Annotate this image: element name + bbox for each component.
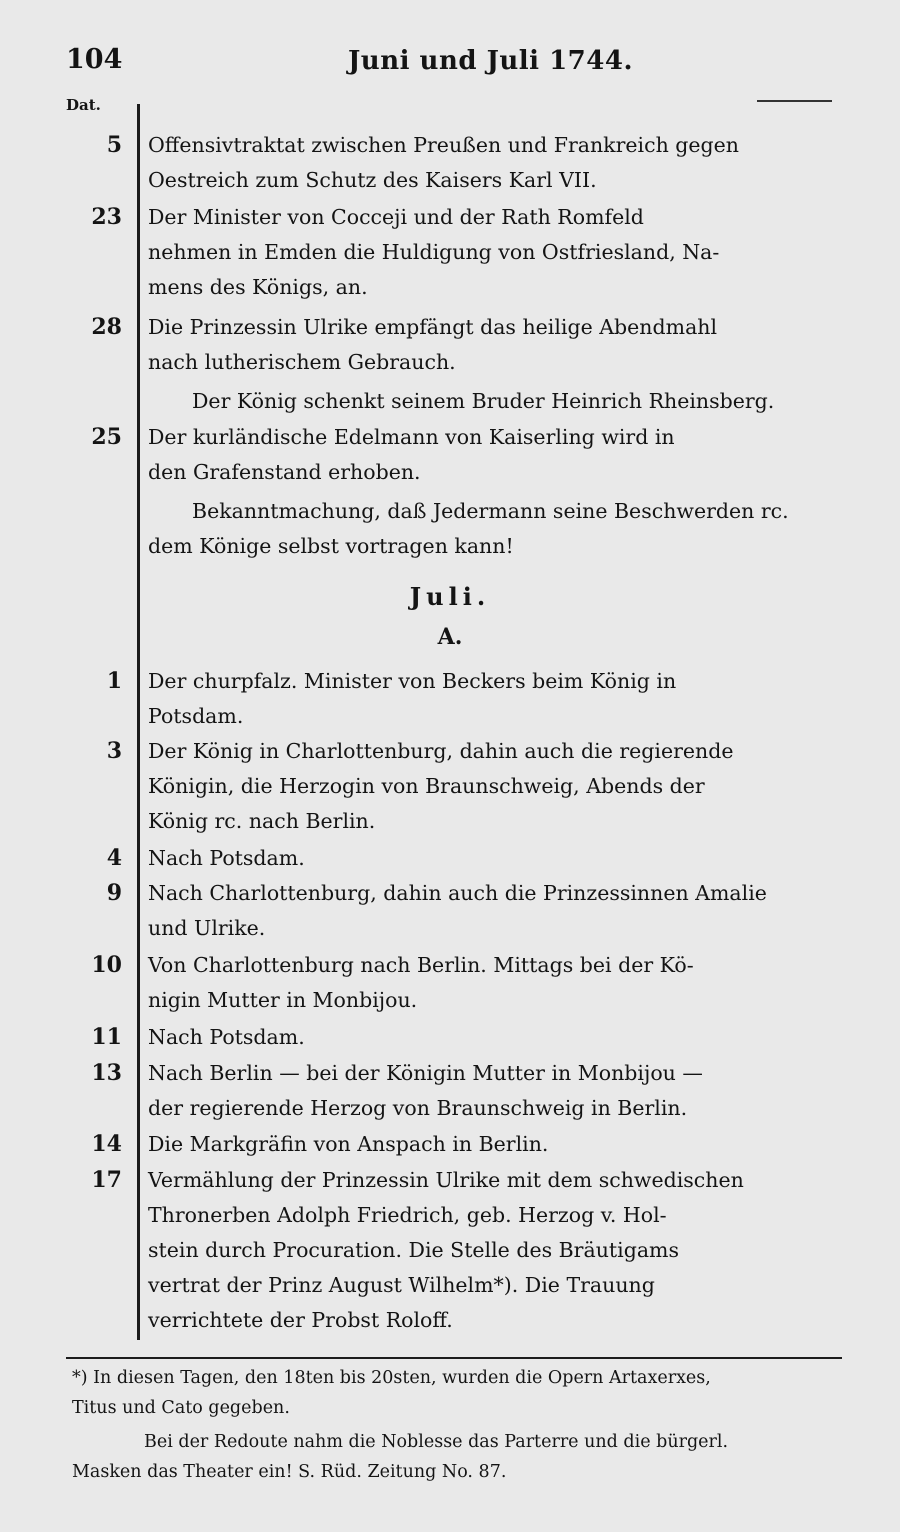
entry-line: Von Charlottenburg nach Berlin. Mittags bei der Kö- [148, 953, 694, 977]
entry-line: vertrat der Prinz August Wilhelm*). Die Trauung [148, 1273, 655, 1297]
header-rule [757, 100, 832, 102]
entry-day: 5 [106, 132, 122, 158]
entry-text [148, 1020, 838, 1055]
entry-line: Nach Potsdam. [148, 1025, 305, 1049]
entry-line: Die Markgräfin von Anspach in Berlin. [148, 1132, 549, 1156]
entry-line: Nach Berlin — bei der Königin Mutter in Monbijou — [148, 1061, 703, 1085]
entry-text [148, 664, 838, 734]
date-column-divider [137, 104, 140, 1340]
entry-day: 3 [106, 738, 122, 764]
entry-day: 17 [91, 1167, 122, 1193]
entry-line: der regierende Herzog von Braunschweig in Berlin. [148, 1096, 688, 1120]
entry-line: Thronerben Adolph Friedrich, geb. Herzog v. Hol- [148, 1203, 667, 1227]
entry-line: und Ulrike. [148, 916, 266, 940]
entry-text [192, 494, 838, 529]
entry-line: König rc. nach Berlin. [148, 809, 376, 833]
entry-line: mens des Königs, an. [148, 275, 368, 299]
entry-line: den Grafenstand erhoben. [148, 460, 421, 484]
footnote-line: Titus und Cato gegeben. [72, 1398, 290, 1418]
page-number: 104 [66, 44, 123, 75]
section-letter: A. [437, 624, 463, 650]
entry-line: Der Minister von Cocceji und der Rath Romfeld [148, 205, 644, 229]
entry-line: Offensivtraktat zwischen Preußen und Frankreich gegen [148, 133, 740, 157]
entry-text [148, 1056, 838, 1126]
entry-line: verrichtete der Probst Roloff. [148, 1308, 453, 1332]
entry-line: stein durch Procuration. Die Stelle des Bräutigams [148, 1238, 679, 1262]
entry-text [192, 384, 838, 419]
entry-day: 25 [91, 424, 122, 450]
entry-line: Der König schenkt seinem Bruder Heinrich Rheinsberg. [192, 389, 775, 413]
footnote-rule [66, 1357, 842, 1359]
entry-text [148, 734, 838, 839]
footnote-continued-2 [72, 1457, 842, 1487]
footnote-line: Bei der Redoute nahm die Noblesse das Parterre und die bürgerl. [144, 1432, 729, 1452]
entry-day: 28 [91, 314, 122, 340]
entry-day: 1 [106, 668, 122, 694]
month-heading: Juli. [409, 582, 491, 611]
entry-day: 4 [106, 845, 122, 871]
entry-text [148, 1163, 838, 1338]
entry-text [148, 200, 838, 305]
entry-line: nehmen in Emden die Huldigung von Ostfriesland, Na- [148, 240, 720, 264]
entry-day: 14 [91, 1131, 122, 1157]
footnote-line: *) In diesen Tagen, den 18ten bis 20sten, wurden die Opern Artaxerxes, [72, 1368, 711, 1388]
entry-text [148, 128, 838, 198]
footnote-continued [144, 1427, 842, 1457]
entry-line: Königin, die Herzogin von Braunschweig, Abends der [148, 774, 705, 798]
entry-line: Vermählung der Prinzessin Ulrike mit dem schwedischen [148, 1168, 744, 1192]
entry-day: 23 [91, 204, 122, 230]
date-column-label: Dat. [66, 96, 101, 114]
running-head: Juni und Juli 1744. [348, 46, 634, 76]
entry-day: 9 [106, 880, 122, 906]
entry-text [148, 420, 838, 490]
entry-text [148, 948, 838, 1018]
entry-line: Der kurländische Edelmann von Kaiserling wird in [148, 425, 675, 449]
entry-line: Der churpfalz. Minister von Beckers beim König in [148, 669, 677, 693]
page-header [66, 44, 860, 84]
entry-line: Oestreich zum Schutz des Kaisers Karl VII. [148, 168, 597, 192]
entry-text [148, 310, 838, 380]
entry-line: Der König in Charlottenburg, dahin auch die regierende [148, 739, 734, 763]
entry-day: 11 [91, 1024, 122, 1050]
entry-day: 13 [91, 1060, 122, 1086]
entry-line: Nach Potsdam. [148, 846, 305, 870]
entry-line: Nach Charlottenburg, dahin auch die Prinzessinnen Amalie [148, 881, 767, 905]
entry-line: Potsdam. [148, 704, 244, 728]
entry-line: Bekanntmachung, daß Jedermann seine Beschwerden rc. [192, 499, 789, 523]
entry-text [148, 1127, 838, 1162]
entry-text [148, 876, 838, 946]
footnote [72, 1363, 842, 1423]
entry-day: 10 [91, 952, 122, 978]
entry-text [148, 841, 838, 876]
footnote-line: Masken das Theater ein! S. Rüd. Zeitung No. 87. [72, 1462, 507, 1482]
entry-line: Die Prinzessin Ulrike empfängt das heilige Abendmahl [148, 315, 718, 339]
entry-line: dem Könige selbst vortragen kann! [148, 534, 514, 558]
entry-line: nach lutherischem Gebrauch. [148, 350, 456, 374]
entry-text [148, 529, 838, 564]
entry-line: nigin Mutter in Monbijou. [148, 988, 418, 1012]
